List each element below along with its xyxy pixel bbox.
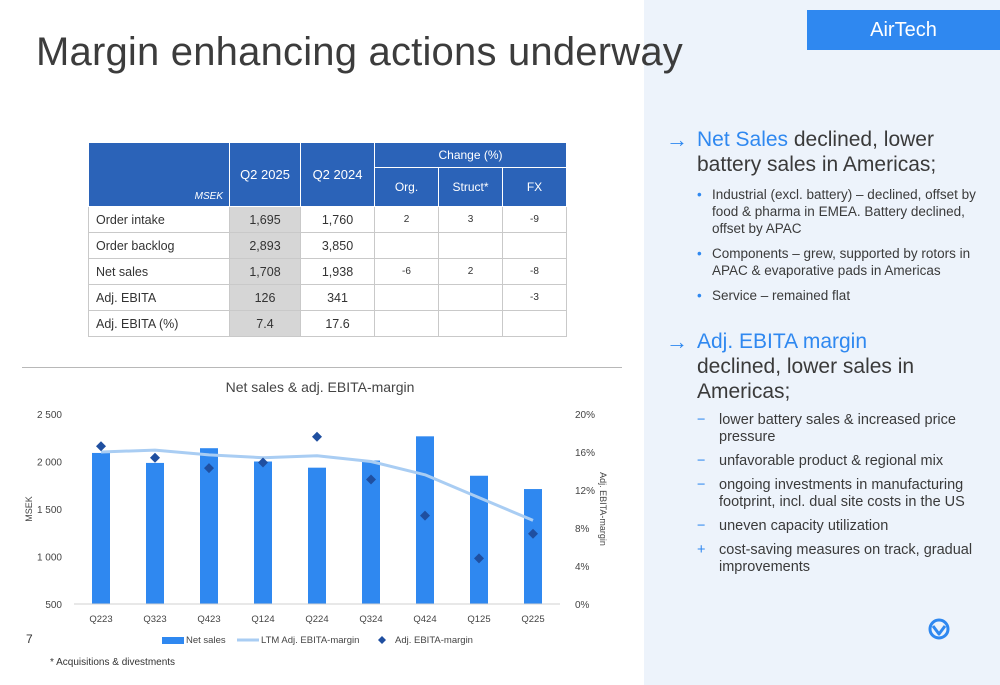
bar xyxy=(92,453,110,604)
arrow-right-icon: → xyxy=(666,127,688,152)
y-tick-label: 500 xyxy=(45,600,62,611)
table-row xyxy=(89,311,567,337)
cell-struct xyxy=(439,285,503,311)
x-tick-label: Q424 xyxy=(413,614,437,625)
cell-struct xyxy=(439,311,503,337)
legend-label: Adj. EBITA-margin xyxy=(395,635,473,646)
margin-point xyxy=(96,441,106,451)
list-item xyxy=(697,453,977,470)
y-right-tick-label: 4% xyxy=(575,562,590,573)
cell-fx: -3 xyxy=(503,285,567,311)
col-header-org: Org. xyxy=(375,168,439,207)
plus-icon: + xyxy=(697,542,706,558)
col-header-fx: FX xyxy=(503,168,567,207)
list-item xyxy=(697,287,977,304)
bullet-icon: • xyxy=(697,187,702,202)
col-header-q2-2025: Q2 2025 xyxy=(230,143,301,207)
dash-icon: − xyxy=(697,453,706,469)
col-header-struct: Struct* xyxy=(439,168,503,207)
cell-struct: 3 xyxy=(439,207,503,233)
margin-point xyxy=(150,453,160,463)
bar xyxy=(308,468,326,604)
x-tick-label: Q224 xyxy=(305,614,329,625)
cell-q2-2024: 1,938 xyxy=(301,259,375,285)
cell-struct: 2 xyxy=(439,259,503,285)
page-number: 7 xyxy=(26,632,33,646)
list-item-text: unfavorable product & regional mix xyxy=(719,453,944,469)
col-header-q2-2024: Q2 2024 xyxy=(301,143,375,207)
y-right-axis-label: Adj. EBITA-margin xyxy=(598,472,608,546)
dash-icon: − xyxy=(697,477,706,493)
bar xyxy=(524,489,542,604)
x-tick-label: Q124 xyxy=(251,614,275,625)
cell-org: 2 xyxy=(375,207,439,233)
table-header-row xyxy=(89,143,567,168)
y-right-tick-label: 20% xyxy=(575,410,596,421)
cell-fx: -8 xyxy=(503,259,567,285)
table-unit-label: MSEK xyxy=(89,143,230,207)
x-tick-label: Q423 xyxy=(197,614,221,625)
x-tick-label: Q323 xyxy=(143,614,167,625)
ebita-heading xyxy=(697,329,987,404)
cell-q2-2025: 1,708 xyxy=(230,259,301,285)
list-item xyxy=(697,477,977,511)
cell-q2-2025: 2,893 xyxy=(230,233,301,259)
bullet-icon: • xyxy=(697,288,702,303)
cell-fx: -9 xyxy=(503,207,567,233)
cell-q2-2025: 1,695 xyxy=(230,207,301,233)
y-tick-label: 1 000 xyxy=(36,552,62,564)
financial-table xyxy=(88,142,567,337)
list-item xyxy=(697,245,977,279)
x-tick-label: Q125 xyxy=(467,614,491,625)
cell-struct xyxy=(439,233,503,259)
list-item-text: Industrial (excl. battery) – declined, offset by food & pharma in EMEA. Battery declined, offset by APAC xyxy=(712,187,976,236)
net-sales-heading-rest: declined, lower battery sales in Americas; xyxy=(697,128,937,176)
cell-org xyxy=(375,285,439,311)
list-item xyxy=(697,518,977,535)
list-item-text: Service – remained flat xyxy=(712,288,851,303)
cell-org xyxy=(375,233,439,259)
row-label: Order backlog xyxy=(89,233,230,259)
list-item xyxy=(697,412,977,446)
legend-swatch-bar xyxy=(162,637,184,644)
table-row xyxy=(89,259,567,285)
list-item-text: Components – grew, supported by rotors in APAC & evaporative pads in Americas xyxy=(712,246,971,278)
margin-point xyxy=(312,432,322,442)
x-tick-label: Q223 xyxy=(89,614,113,625)
list-item xyxy=(697,542,977,576)
brand-tag: AirTech xyxy=(807,10,1000,50)
ebita-items xyxy=(697,412,977,583)
x-tick-label: Q225 xyxy=(521,614,545,625)
list-item-text: ongoing investments in manufacturing footprint, incl. dual site costs in the US xyxy=(719,477,965,510)
cell-fx xyxy=(503,311,567,337)
net-sales-heading xyxy=(697,127,987,177)
y-right-tick-label: 16% xyxy=(575,448,596,459)
cell-org xyxy=(375,311,439,337)
y-axis-label: MSEK xyxy=(24,496,34,522)
legend-swatch-diamond xyxy=(378,636,386,644)
table-row xyxy=(89,285,567,311)
page-title: Margin enhancing actions underway xyxy=(36,30,683,74)
y-tick-label: 2 000 xyxy=(36,457,62,469)
bar xyxy=(254,462,272,605)
row-label: Net sales xyxy=(89,259,230,285)
x-tick-label: Q324 xyxy=(359,614,383,625)
cell-q2-2025: 7.4 xyxy=(230,311,301,337)
cell-q2-2024: 341 xyxy=(301,285,375,311)
cell-fx xyxy=(503,233,567,259)
row-label: Adj. EBITA (%) xyxy=(89,311,230,337)
row-label: Adj. EBITA xyxy=(89,285,230,311)
chart-title: Net sales & adj. EBITA-margin xyxy=(225,379,415,395)
bar xyxy=(146,463,164,604)
company-logo-icon xyxy=(928,617,950,641)
cell-q2-2025: 126 xyxy=(230,285,301,311)
ebita-heading-highlight: Adj. EBITA margin xyxy=(697,330,868,353)
net-sales-bullets xyxy=(697,186,977,312)
table-row xyxy=(89,207,567,233)
cell-q2-2024: 3,850 xyxy=(301,233,375,259)
footnote: * Acquisitions & divestments xyxy=(50,657,176,668)
list-item-text: uneven capacity utilization xyxy=(719,518,889,534)
list-item-text: lower battery sales & increased price pressure xyxy=(719,412,956,445)
y-right-tick-label: 12% xyxy=(575,486,596,497)
cell-q2-2024: 1,760 xyxy=(301,207,375,233)
bullet-icon: • xyxy=(697,246,702,261)
net-sales-heading-highlight: Net Sales xyxy=(697,128,789,151)
list-item xyxy=(697,186,977,237)
legend-label: Net sales xyxy=(186,635,226,646)
row-label: Order intake xyxy=(89,207,230,233)
dash-icon: − xyxy=(697,412,706,428)
list-item-text: cost-saving measures on track, gradual improvements xyxy=(719,542,973,575)
col-header-change: Change (%) xyxy=(375,143,567,168)
divider xyxy=(22,367,622,368)
table-row xyxy=(89,233,567,259)
ebita-heading-rest: declined, lower sales in Americas; xyxy=(697,355,915,403)
dash-icon: − xyxy=(697,518,706,534)
y-tick-label: 1 500 xyxy=(36,505,62,516)
net-sales-chart xyxy=(22,372,622,662)
y-right-tick-label: 8% xyxy=(575,524,590,535)
legend-label: LTM Adj. EBITA-margin xyxy=(261,635,360,646)
y-right-tick-label: 0% xyxy=(575,600,590,611)
cell-org: -6 xyxy=(375,259,439,285)
arrow-right-icon: → xyxy=(666,329,688,354)
y-tick-label: 2 500 xyxy=(36,410,62,421)
cell-q2-2024: 17.6 xyxy=(301,311,375,337)
